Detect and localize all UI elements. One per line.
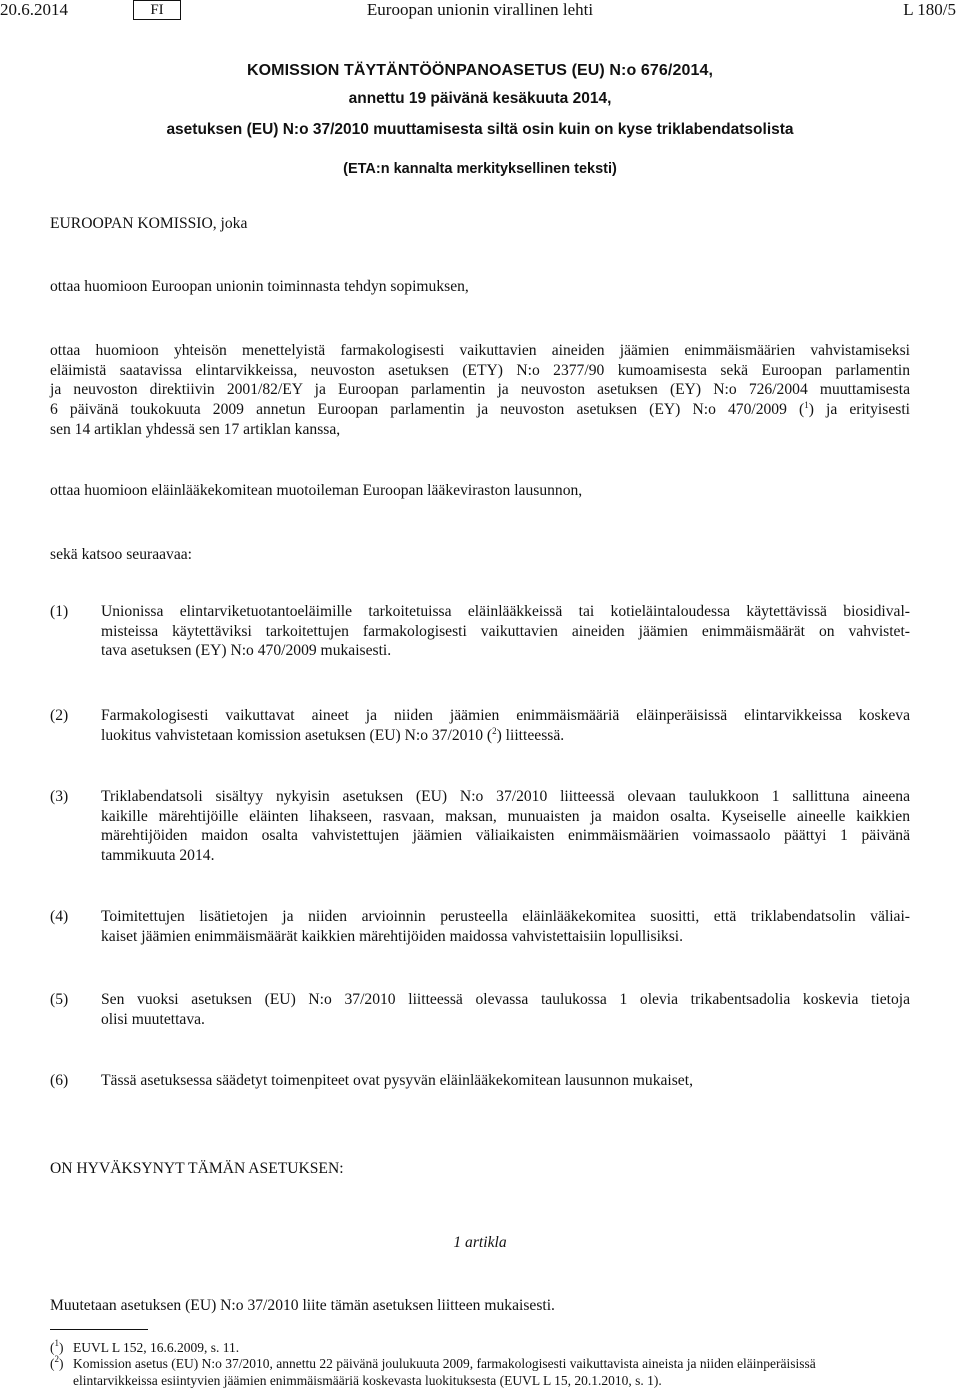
recital-line: Tässä asetuksessa säädetyt toimenpiteet ovat pysyvän eläinlääkekomitean lausunnon mukaiset, [101,1072,693,1089]
citation-line: eläimistä saatavissa elintarvikkeissa, neuvoston asetuksen (ETY) N:o 2377/90 kumoamisesta sekä Euroopan parlamentin [50,361,910,379]
recital-line: Unionissa elintarviketuotantoeläimille tarkoitetuissa eläinlääkkeissä tai kotieläintaloudessa käytettävissä biosidival- [101,603,910,620]
footnote-number [50,1356,64,1373]
recital-line: tammikuuta 2014. [101,847,215,865]
recital-line: olisi muutettava. [101,1010,205,1028]
recital-line: Triklabendatsoli sisältyy nykyisin asetuksen (EU) N:o 37/2010 liitteessä olevaan taulukkoon 1 sallittuna aineena [101,788,910,805]
recital-line: Farmakologisesti vaikuttavat aineet ja niiden jäämien enimmäismääriä eläinperäisissä elintarvikkeissa koskeva [101,707,910,724]
footnote-line: EUVL L 152, 16.6.2009, s. 11. [73,1340,240,1355]
citation-line: ottaa huomioon yhteisön menettelyistä farmakologisesti vaikuttavien aineiden jäämien enimmäismäärien vahvistamiseksi [50,342,910,359]
recital-number: (1) [50,603,69,620]
recital-line [101,726,910,746]
recital-number: (3) [50,788,69,805]
preamble-opinion: ottaa huomioon eläinlääkekomitean muotoileman Euroopan lääkeviraston lausunnon, [50,482,583,499]
recital-number: (6) [50,1072,69,1089]
footnote-line: Komission asetus (EU) N:o 37/2010, annettu 22 päivänä joulukuuta 2009, farmakologisesti vaikuttavista aineista ja niiden eläinperäisissä [73,1356,816,1371]
publication-date: 20.6.2014 [0,0,68,19]
recital-line-text: luokitus vahvistetaan komission asetuksen (EU) N:o 37/2010 ( [101,726,493,744]
article-text: Muutetaan asetuksen (EU) N:o 37/2010 liite tämän asetuksen liitteen mukaisesti. [50,1297,555,1314]
citation-line [50,400,910,420]
footnote-paren: ( [50,1356,55,1371]
recital-number: (2) [50,707,69,724]
footnote-separator [50,1329,148,1330]
footnote-ref-1[interactable]: 1 [804,400,809,411]
footnote-line: elintarvikkeissa esiintyvien jäämien enimmäismääriä koskevasta luokituksesta (EUVL L 15, 20.1.2010, s. 1). [73,1372,662,1388]
preamble-whereas: sekä katsoo seuraavaa: [50,546,193,563]
regulation-title: KOMISSION TÄYTÄNTÖÖNPANOASETUS (EU) N:o 676/2014, [246,62,713,79]
page-reference: L 180/5 [903,0,956,19]
citation-line-text: 6 päivänä toukokuuta 2009 annetun Euroopan parlamentin ja neuvoston asetuksen (EY) N:o 470/2009 ( [50,401,805,419]
recital-line-text: ) liitteessä. [496,726,565,744]
recital-number: (5) [50,991,69,1008]
footnote-paren: ( [50,1340,55,1355]
preamble-intro: EUROOPAN KOMISSIO, joka [50,215,248,232]
citation-line: ja neuvoston direktiivin 2001/82/EY ja Euroopan parlamentin ja neuvoston asetuksen (EY) N:o 726/2004 muuttamisesta [50,381,910,399]
article-heading: 1 artikla [453,1234,507,1251]
footnote-ref-2[interactable]: 2 [492,725,497,736]
footnote-index: 2 [54,1354,59,1364]
regulation-subject: asetuksen (EU) N:o 37/2010 muuttamisesta siltä osin kuin on kyse triklabendatsolista [166,121,794,138]
preamble-regulation-citation [50,341,910,440]
citation-line: sen 14 artiklan yhdessä sen 17 artiklan kanssa, [50,420,341,438]
journal-name: Euroopan unionin virallinen lehti [366,0,594,19]
recital-line: Sen vuoksi asetuksen (EU) N:o 37/2010 liitteessä olevassa taulukossa 1 olevia trikabentsadolia koskevia tietoja [101,991,910,1008]
footnote-index: 1 [54,1338,59,1348]
footnote-paren: ) [59,1356,64,1371]
recital-line: tava asetuksen (EY) N:o 470/2009 mukaisesti. [101,642,392,660]
language-code-box: FI [133,0,181,20]
recital-line: kaiset jäämien enimmäismäärät kaikkien märehtijöiden maidossa vahvistettaisiin lopullisiksi. [101,927,684,945]
preamble-treaty: ottaa huomioon Euroopan unionin toiminnasta tehdyn sopimuksen, [50,278,469,295]
adoption-formula: ON HYVÄKSYNYT TÄMÄN ASETUKSEN: [50,1160,344,1177]
recital-line: märehtijöiden maidon osalta vahvistettujen jäämien väliaikaisten enimmäismäärien voimassaolo päättyi 1 päivänä [101,827,910,845]
recital-line: kaikille märehtijöille eläinten lihakseen, rasvaan, maksan, munuaisten ja maidon osalta. Kyseiselle aineelle kaikkien [101,807,910,825]
citation-line-text: ) ja erityisesti [808,401,910,419]
recital-number: (4) [50,908,69,925]
footnote-paren: ) [59,1340,64,1355]
page-header [0,0,960,22]
recital-line: misteissa käytettäviksi tarkoitettujen farmakologisesti vaikuttavien aineiden jäämien enimmäismäärät on vahvistet- [101,622,910,640]
eea-relevance-note: (ETA:n kannalta merkityksellinen teksti) [343,161,617,177]
recital-line: Toimitettujen lisätietojen ja niiden arvioinnin perusteella eläinlääkekomitea suositti, että triklabendatsolin väliai- [101,908,910,925]
regulation-date-line: annettu 19 päivänä kesäkuuta 2014, [348,90,612,107]
